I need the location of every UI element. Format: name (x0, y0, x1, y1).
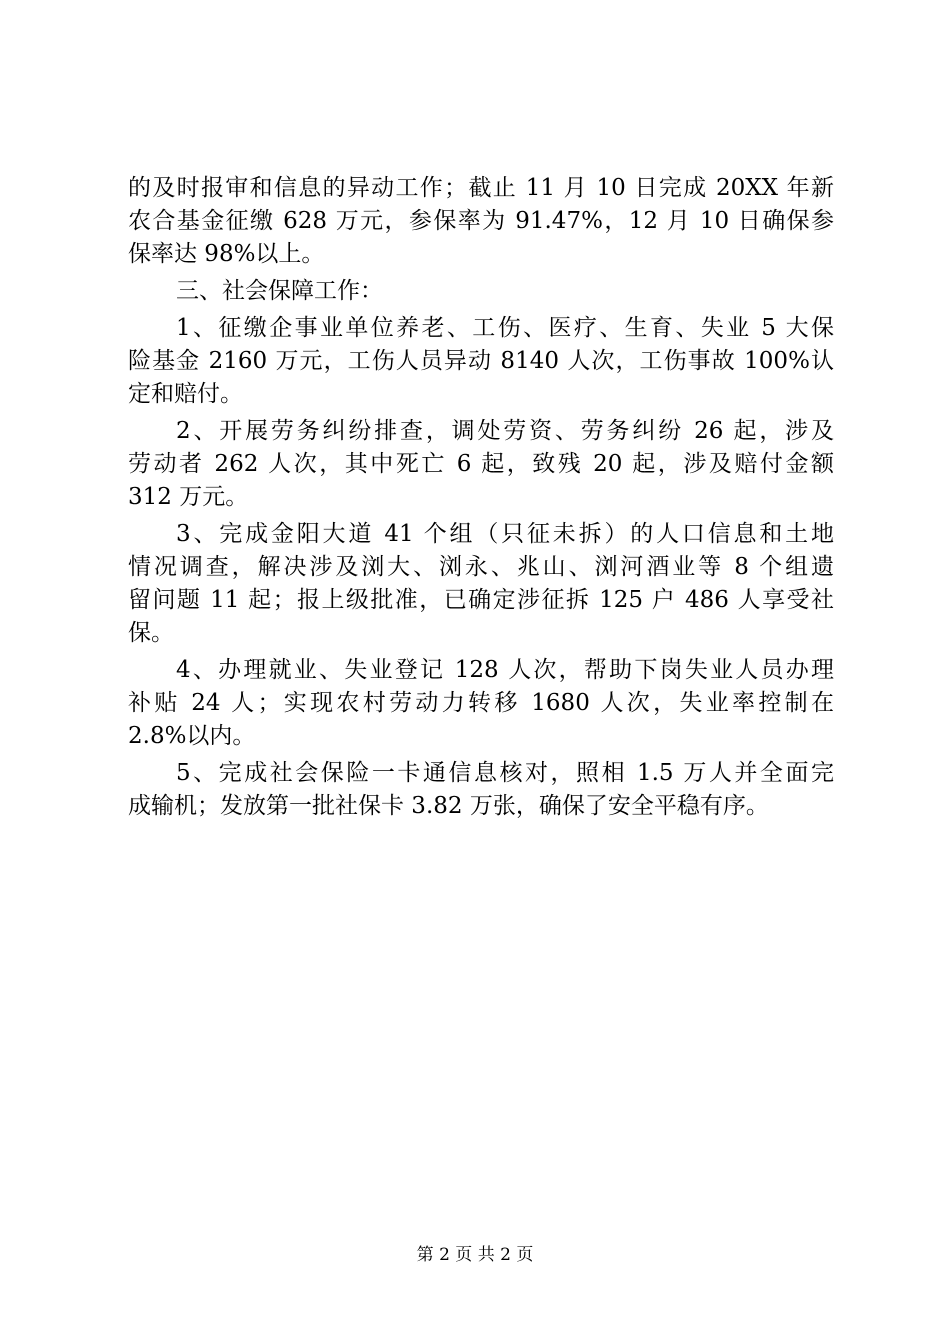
paragraph-item-4 (128, 654, 834, 753)
paragraph-item-3 (128, 518, 834, 650)
text-line: 情况调查，解决涉及浏大、浏永、兆山、浏河酒业等 8 个组遗 (128, 554, 834, 580)
paragraph-item-1 (128, 312, 834, 411)
text-line: 312 万元。 (128, 484, 249, 510)
text-line: 留问题 11 起；报上级批准，已确定涉征拆 125 户 486 人享受社 (128, 587, 834, 613)
paragraph-item-5 (128, 757, 834, 823)
text-line: 1、征缴企事业单位养老、工伤、医疗、生育、失业 5 大保 (176, 315, 834, 341)
section-heading (128, 275, 834, 308)
text-line: 险基金 2160 万元，工伤人员异动 8140 人次，工伤事故 100%认 (128, 348, 834, 374)
text-line: 保。 (128, 620, 174, 646)
page-footer: 第 2 页 共 2 页 (416, 1245, 534, 1265)
text-line: 定和赔付。 (128, 381, 243, 407)
text-line: 2、开展劳务纠纷排查，调处劳资、劳务纠纷 26 起，涉及 (176, 418, 834, 444)
text-line: 的及时报审和信息的异动工作；截止 11 月 10 日完成 20XX 年新 (128, 175, 834, 201)
text-line: 3、完成金阳大道 41 个组（只征未拆）的人口信息和土地 (176, 521, 834, 547)
text-line: 4、办理就业、失业登记 128 人次，帮助下岗失业人员办理 (176, 657, 834, 683)
text-line: 保率达 98%以上。 (128, 241, 325, 267)
text-line: 农合基金征缴 628 万元，参保率为 91.47%，12 月 10 日确保参 (128, 208, 834, 234)
text-line: 成输机；发放第一批社保卡 3.82 万张，确保了安全平稳有序。 (128, 793, 769, 819)
text-line: 5、完成社会保险一卡通信息核对，照相 1.5 万人并全面完 (176, 760, 834, 786)
section-heading-text: 三、社会保障工作： (176, 278, 383, 304)
document-body (128, 172, 834, 823)
paragraph-item-2 (128, 415, 834, 514)
text-line: 补贴 24 人；实现农村劳动力转移 1680 人次，失业率控制在 (128, 690, 834, 716)
paragraph-continuation (128, 172, 834, 271)
text-line: 2.8%以内。 (128, 723, 256, 749)
text-line: 劳动者 262 人次，其中死亡 6 起，致残 20 起，涉及赔付金额 (128, 451, 834, 477)
